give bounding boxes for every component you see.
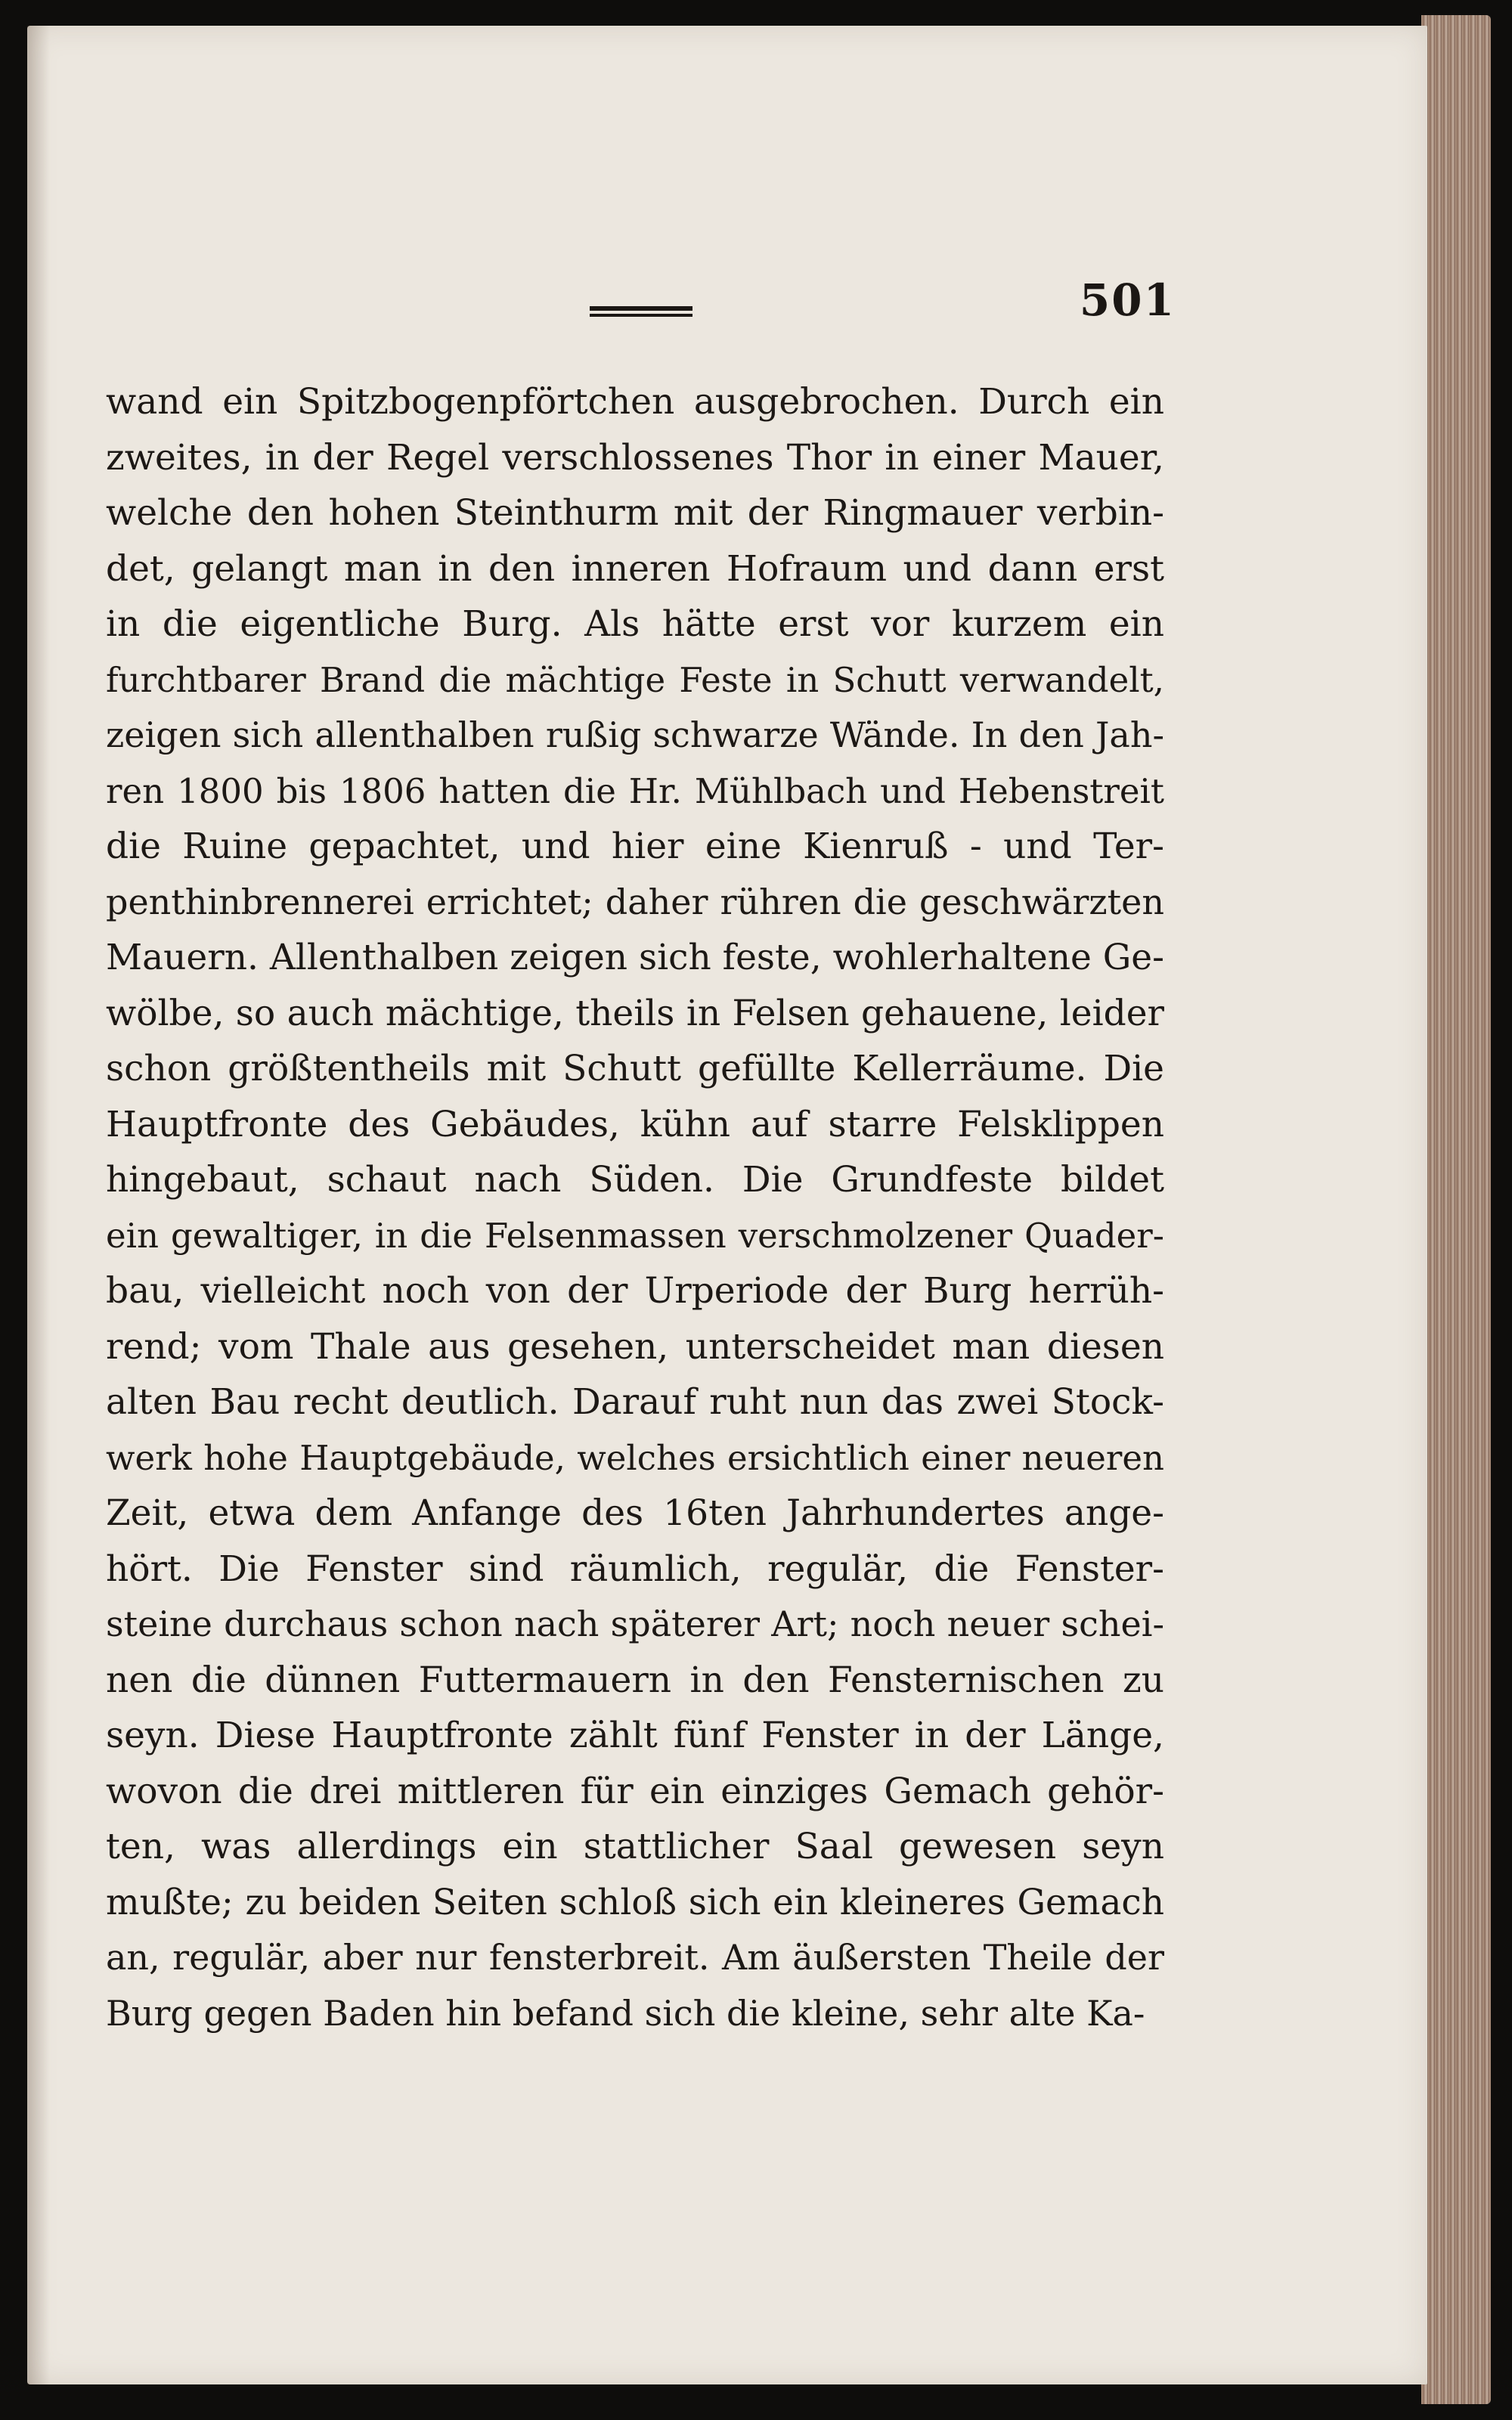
- text-line: hingebaut, schaut nach Süden. Die Grundfeste bildet: [106, 1159, 1164, 1201]
- text-line: wovon die drei mittleren für ein einziges Gemach gehör-: [106, 1770, 1164, 1812]
- book-page-edges: [1421, 15, 1491, 2404]
- text-line: an, regulär, aber nur fensterbreit. Am äußersten Theile der: [106, 1937, 1164, 1978]
- text-line: seyn. Diese Hauptfronte zählt fünf Fenster in der Länge,: [106, 1715, 1164, 1756]
- page-header: [106, 274, 1176, 344]
- text-line: in die eigentliche Burg. Als hätte erst vor kurzem ein: [106, 603, 1164, 645]
- text-line: zweites, in der Regel verschlossenes Thor in einer Mauer,: [106, 436, 1164, 479]
- text-line: ein gewaltiger, in die Felsenmassen verschmolzener Quader-: [106, 1215, 1164, 1256]
- text-line: hört. Die Fenster sind räumlich, regulär, die Fenster-: [106, 1548, 1164, 1590]
- text-line: Burg gegen Baden hin befand sich die kleine, sehr alte Ka-: [106, 1992, 1145, 2034]
- text-line: Mauern. Allenthalben zeigen sich feste, wohlerhaltene Ge-: [106, 937, 1164, 978]
- text-line: det, gelangt man in den inneren Hofraum und dann erst: [106, 547, 1164, 590]
- text-line: nen die dünnen Futtermauern in den Fensternischen zu: [106, 1659, 1164, 1701]
- text-line: zeigen sich allenthalben rußig schwarze Wände. In den Jah-: [106, 714, 1164, 755]
- text-line: penthinbrennerei errichtet; daher rühren die geschwärzten: [106, 881, 1164, 922]
- text-line: werk hohe Hauptgebäude, welches ersichtlich einer neueren: [106, 1437, 1164, 1478]
- text-line: rend; vom Thale aus gesehen, unterscheidet man diesen: [106, 1325, 1164, 1368]
- spine-shadow: [27, 26, 50, 2384]
- text-line: Zeit, etwa dem Anfange des 16ten Jahrhundertes ange-: [106, 1492, 1164, 1534]
- text-line: welche den hohen Steinthurm mit der Ringmauer verbin-: [106, 492, 1164, 534]
- header-rule: [590, 306, 692, 317]
- text-line: ren 1800 bis 1806 hatten die Hr. Mühlbach und Hebenstreit: [106, 770, 1164, 811]
- text-line: furchtbarer Brand die mächtige Feste in Schutt verwandelt,: [106, 659, 1164, 700]
- text-line: Hauptfronte des Gebäudes, kühn auf starre Felsklippen: [106, 1103, 1164, 1145]
- text-line: bau, vielleicht noch von der Urperiode der Burg herrüh-: [106, 1270, 1164, 1312]
- text-line: ten, was allerdings ein stattlicher Saal gewesen seyn: [106, 1826, 1164, 1867]
- page-number: 501: [1079, 274, 1176, 326]
- text-line: wölbe, so auch mächtige, theils in Felsen gehauene, leider: [106, 992, 1164, 1034]
- text-line: schon größtentheils mit Schutt gefüllte Kellerräume. Die: [106, 1048, 1164, 1089]
- text-line: wand ein Spitzbogenpförtchen ausgebrochen. Durch ein: [106, 381, 1164, 423]
- body-text: [106, 374, 1164, 2041]
- text-line: alten Bau recht deutlich. Darauf ruht nun das zwei Stock-: [106, 1381, 1164, 1423]
- text-line: mußte; zu beiden Seiten schloß sich ein kleineres Gemach: [106, 1881, 1164, 1923]
- text-line: steine durchaus schon nach späterer Art; noch neuer schei-: [106, 1604, 1164, 1644]
- text-line: die Ruine gepachtet, und hier eine Kienruß - und Ter-: [106, 826, 1164, 867]
